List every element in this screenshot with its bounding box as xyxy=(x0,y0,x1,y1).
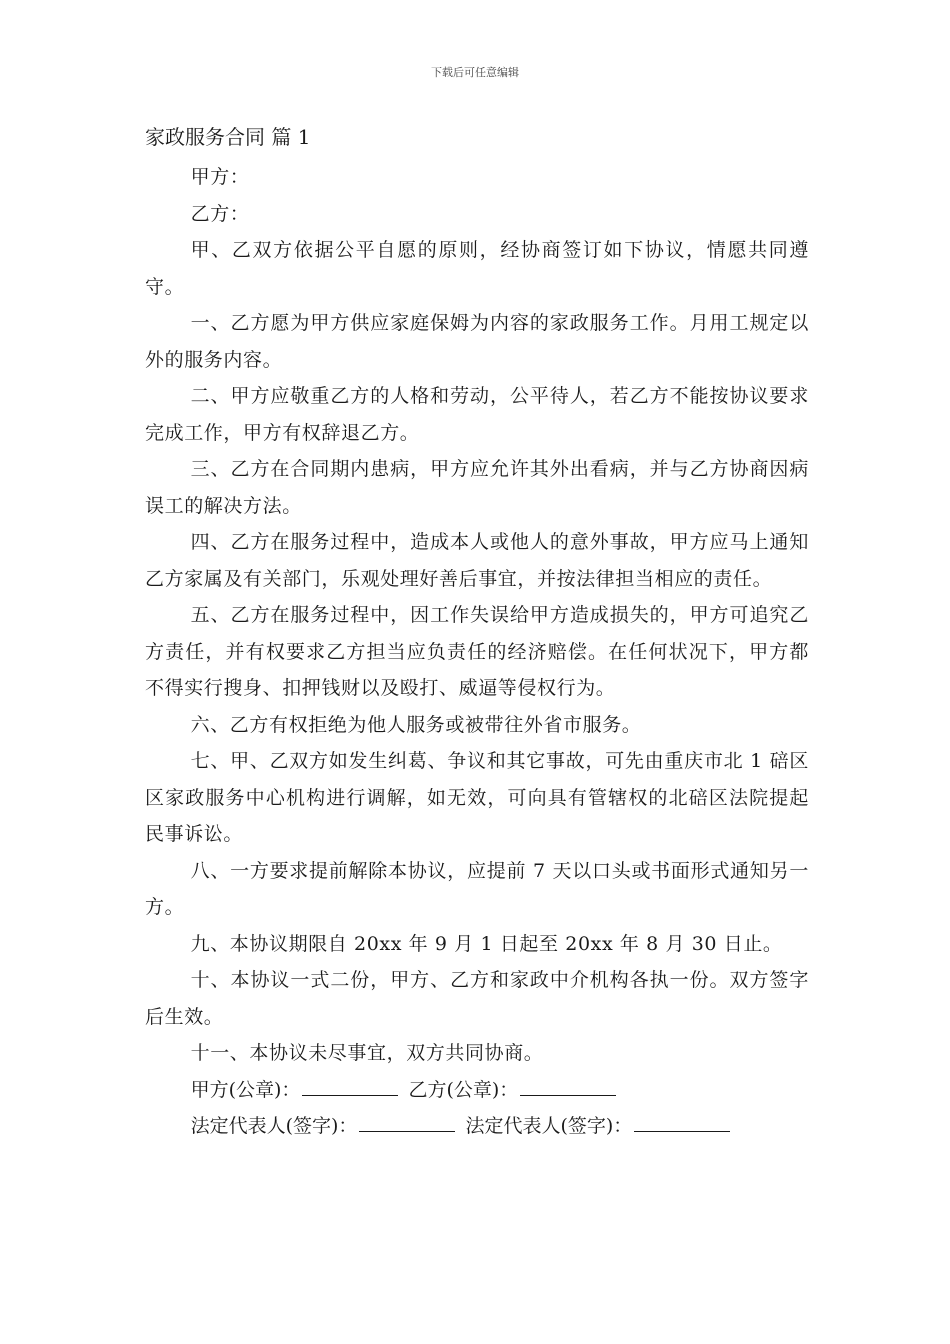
party-b-rep-label: 法定代表人(签字)： xyxy=(465,1115,633,1137)
party-b-seal-label: 乙方(公章)： xyxy=(408,1078,519,1101)
seal-signature-row xyxy=(145,1072,809,1109)
party-a-seal-label: 甲方(公章)： xyxy=(190,1078,301,1101)
clause-6: 六、乙方有权拒绝为他人服务或被带往外省市服务。 xyxy=(190,713,642,736)
clause-10: 十、本协议一式二份，甲方、乙方和家政中介机构各执一份。双方签字后生效。 xyxy=(145,969,809,1028)
clause-4: 四、乙方在服务过程中，造成本人或他人的意外事故，甲方应马上通知乙方家属及有关部门，乐观处理好善后事宜，并按法律担当相应的责任。 xyxy=(145,531,809,590)
document-title: 家政服务合同 篇 1 xyxy=(145,125,311,149)
party-a-rep-label: 法定代表人(签字)： xyxy=(190,1115,358,1137)
clause-8: 八、一方要求提前解除本协议，应提前 7 天以口头或书面形式通知另一方。 xyxy=(145,859,809,918)
clause-5: 五、乙方在服务过程中，因工作失误给甲方造成损失的，甲方可追究乙方责任，并有权要求乙方担当应负责任的经济赔偿。在任何状况下，甲方都不得实行搜身、扣押钱财以及殴打、威逼等侵权行为。 xyxy=(145,604,809,699)
representative-signature-row xyxy=(145,1108,809,1145)
document-body xyxy=(145,122,809,1145)
party-b-line: 乙方： xyxy=(190,202,250,225)
party-a-seal-blank xyxy=(302,1077,398,1096)
clause-1: 一、乙方愿为甲方供应家庭保姆为内容的家政服务工作。月用工规定以外的服务内容。 xyxy=(145,312,809,371)
clause-3: 三、乙方在合同期内患病，甲方应允许其外出看病，并与乙方协商因病误工的解决方法。 xyxy=(145,458,809,517)
party-b-rep-blank xyxy=(634,1113,730,1132)
preamble-paragraph: 甲、乙双方依据公平自愿的原则，经协商签订如下协议，情愿共同遵守。 xyxy=(145,239,809,298)
clause-7: 七、甲、乙双方如发生纠葛、争议和其它事故，可先由重庆市北 1 碚区区家政服务中心机构进行调解，如无效，可向具有管辖权的北碚区法院提起民事诉讼。 xyxy=(145,750,809,845)
party-b-seal-blank xyxy=(520,1077,616,1096)
clause-9: 九、本协议期限自 20xx 年 9 月 1 日起至 20xx 年 8 月 30 日止。 xyxy=(190,932,783,955)
party-a-line: 甲方： xyxy=(190,166,250,188)
page-header-note: 下载后可任意编辑 xyxy=(431,66,519,79)
clause-11: 十一、本协议未尽事宜，双方共同协商。 xyxy=(190,1042,544,1064)
clause-2: 二、甲方应敬重乙方的人格和劳动，公平待人，若乙方不能按协议要求完成工作，甲方有权辞退乙方。 xyxy=(145,385,809,444)
party-a-rep-blank xyxy=(359,1113,455,1132)
